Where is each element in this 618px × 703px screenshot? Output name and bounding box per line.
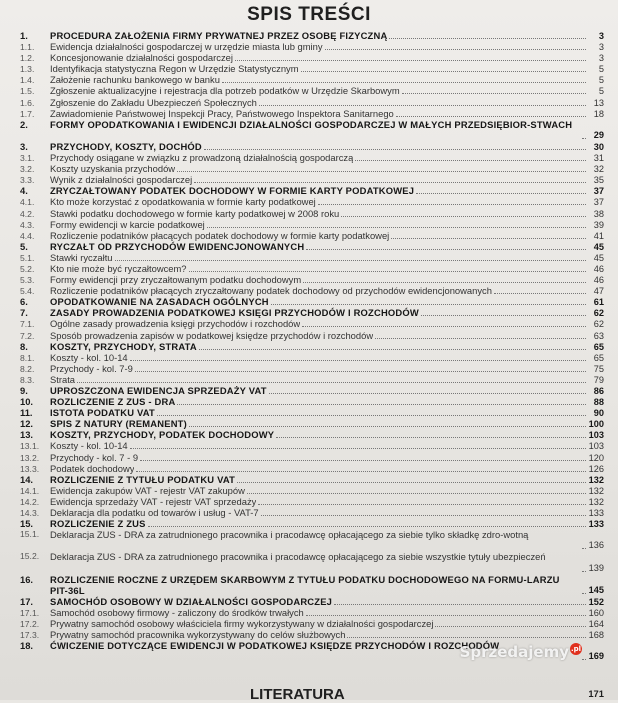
- toc-label: Kto nie może być ryczałtowcem?: [50, 262, 187, 274]
- toc-number: 14.2.: [20, 496, 40, 507]
- toc-leader-dots: [582, 593, 586, 594]
- toc-page-number: 31: [593, 153, 604, 164]
- toc-page-number: 45: [593, 252, 604, 263]
- toc-leader-dots: [325, 49, 586, 50]
- toc-number: 13.3.: [20, 463, 40, 474]
- toc-label: Podatek dochodowy: [50, 462, 135, 474]
- toc-number: 1.1.: [20, 42, 35, 53]
- toc-leader-dots: [177, 404, 586, 405]
- toc-number: 6.: [20, 296, 28, 308]
- toc-page-number: 29: [593, 129, 604, 140]
- toc-number: 4.1.: [20, 197, 35, 208]
- toc-number: 13.: [20, 429, 34, 441]
- toc-number: 1.7.: [20, 108, 35, 119]
- toc-label: ROZLICZENIE ROCZNE Z URZĘDEM SKARBOWYM Z TYTUŁU PODATKU DOCHODOWEGO NA FORMU-LARZU PIT-36L: [50, 573, 560, 596]
- toc-section-row: [20, 263, 604, 274]
- toc-number: 1.4.: [20, 75, 35, 86]
- toc-page-number: 132: [588, 485, 604, 496]
- toc-section-row: [20, 252, 604, 263]
- toc-leader-dots: [237, 482, 586, 483]
- toc-page-number: 5: [598, 75, 604, 86]
- toc-page-number: 62: [593, 319, 604, 330]
- toc-leader-dots: [199, 349, 586, 350]
- toc-page-number: 3: [598, 31, 604, 41]
- toc-label: Rozliczenie podatników płacących zryczałtowany podatek dochodowy od przychodów ewidencjonowanych: [50, 285, 492, 297]
- toc-leader-dots: [302, 326, 586, 327]
- toc-label: Koncesjonowanie działalności gospodarczej: [50, 52, 233, 64]
- toc-leader-dots: [77, 382, 586, 383]
- toc-page-number: 46: [593, 275, 604, 286]
- toc-leader-dots: [130, 448, 586, 449]
- toc-section-row: [20, 52, 604, 63]
- toc-number: 16.: [20, 573, 34, 585]
- toc-label: Zawiadomienie Państwowej Inspekcji Pracy, Państwowego Inspektora Sanitarnego: [50, 107, 394, 119]
- toc-leader-dots: [582, 138, 586, 139]
- toc-number: 17.3.: [20, 630, 40, 641]
- toc-leader-dots: [189, 271, 586, 272]
- toc-label: ISTOTA PODATKU VAT: [50, 407, 155, 419]
- toc-number: 4.3.: [20, 219, 35, 230]
- toc-page-number: 45: [593, 241, 604, 252]
- toc-leader-dots: [247, 493, 586, 494]
- toc-chapter-row: [20, 385, 604, 396]
- toc-number: 8.2.: [20, 363, 35, 374]
- watermark-badge: .pl: [570, 645, 582, 653]
- toc-section-row: [20, 463, 604, 474]
- toc-page-number: 88: [593, 397, 604, 408]
- toc-number: 15.2.: [20, 551, 40, 562]
- toc-page-number: 86: [593, 386, 604, 396]
- toc-section-row: [20, 629, 604, 640]
- sprzedajemy-watermark: [460, 643, 582, 661]
- toc-label: Kto może korzystać z opodatkowania w formie karty podatkowej: [50, 196, 316, 208]
- toc-section-row: [20, 219, 604, 230]
- toc-section-row: [20, 41, 604, 52]
- toc-page-number: 133: [588, 519, 604, 530]
- toc-label: Ewidencja zakupów VAT - rejestr VAT zakupów: [50, 484, 245, 496]
- toc-page-number: 160: [588, 607, 604, 618]
- toc-leader-dots: [582, 659, 586, 660]
- toc-label: Identyfikacja statystyczna Regon w Urzędzie Statystycznym: [50, 63, 299, 75]
- toc-label: Zgłoszenie aktualizacyjne i rejestracja dla potrzeb podatków w Urzędzie Skarbowym: [50, 85, 400, 97]
- toc-section-row: [20, 452, 604, 463]
- page-title: SPIS TREŚCI: [247, 4, 371, 25]
- toc-page-number: 39: [593, 219, 604, 230]
- toc-label: Deklaracja dla podatku od towarów i usług - VAT-7: [50, 507, 259, 519]
- toc-label: Koszty - kol. 10-14: [50, 440, 128, 452]
- toc-label: Założenie rachunku bankowego w banku: [50, 74, 220, 86]
- toc-page-number: 38: [593, 208, 604, 219]
- toc-leader-dots: [157, 415, 586, 416]
- toc-number: 7.: [20, 307, 28, 319]
- toc-page-number: 169: [588, 651, 604, 662]
- toc-label: Rozliczenie podatników płacących podatek dochodowy w formie karty podatkowej: [50, 229, 390, 241]
- toc-leader-dots: [389, 38, 586, 39]
- toc-label: Przychody - kol. 7-9: [50, 362, 133, 374]
- toc-section-row: [20, 485, 604, 496]
- toc-number: 4.: [20, 185, 28, 197]
- toc-label: Ogólne zasady prowadzenia księgi przychodów i rozchodów: [50, 318, 301, 330]
- toc-section-row: [20, 551, 604, 573]
- toc-page-number: 46: [593, 263, 604, 274]
- toc-section-row: [20, 97, 604, 108]
- toc-leader-dots: [148, 526, 586, 527]
- toc-label: Ewidencja sprzedaży VAT - rejestr VAT sprzedaży: [50, 495, 257, 507]
- toc-section-row: [20, 318, 604, 329]
- toc-number: 11.: [20, 407, 33, 419]
- toc-number: 14.: [20, 473, 34, 485]
- toc-leader-dots: [341, 216, 586, 217]
- toc-chapter-row: [20, 241, 604, 252]
- toc-number: 5.: [20, 240, 28, 252]
- toc-label: PROCEDURA ZAŁOŻENIA FIRMY PRYWATNEJ PRZEZ OSOBĘ FIZYCZNĄ: [50, 30, 388, 41]
- toc-page-number: 164: [588, 618, 604, 629]
- literatura-page-number: 171: [588, 688, 604, 699]
- toc-label: Sposób prowadzenia zapisów w podatkowej księdze przychodów i rozchodów: [50, 329, 374, 341]
- toc-page-number: 132: [588, 474, 604, 485]
- toc-leader-dots: [301, 71, 586, 72]
- toc-label: ZASADY PROWADZENIA PODATKOWEJ KSIĘGI PRZYCHODÓW I ROZCHODÓW: [50, 307, 419, 319]
- toc-section-row: [20, 108, 604, 119]
- toc-number: 14.3.: [20, 508, 40, 519]
- toc-number: 5.2.: [20, 263, 35, 274]
- toc-leader-dots: [235, 60, 586, 61]
- toc-section-row: [20, 529, 604, 551]
- toc-page-number: 47: [593, 286, 604, 297]
- toc-page-number: 65: [593, 352, 604, 363]
- toc-leader-dots: [318, 204, 586, 205]
- toc-page-number: 145: [588, 584, 604, 595]
- toc-page-number: 18: [593, 108, 604, 119]
- toc-chapter-row: [20, 429, 604, 440]
- toc-label: Przychody osiągane w związku z prowadzoną działalnością gospodarczą: [50, 152, 354, 164]
- toc-label: PRZYCHODY, KOSZTY, DOCHÓD: [50, 140, 202, 152]
- toc-page-number: 139: [588, 562, 604, 573]
- toc-number: 3.1.: [20, 153, 35, 164]
- toc-label: RYCZAŁT OD PRZYCHODÓW EWIDENCJONOWANYCH: [50, 240, 305, 252]
- toc-section-row: [20, 363, 604, 374]
- toc-chapter-row: [20, 474, 604, 485]
- toc-label: Strata: [50, 373, 76, 385]
- toc-section-row: [20, 618, 604, 629]
- toc-section-row: [20, 208, 604, 219]
- toc-leader-dots: [177, 171, 586, 172]
- toc-number: 15.1.: [20, 529, 40, 540]
- toc-label: Deklaracja ZUS - DRA za zatrudnionego pracownika i pracodawcę opłacającego za siebie wszystkie tytuły ubezpieczeń: [50, 551, 546, 563]
- toc-label: Koszty - kol. 10-14: [50, 351, 128, 363]
- toc-number: 5.3.: [20, 275, 35, 286]
- toc-label: Formy ewidencji przy zryczałtowanym podatku dochodowym: [50, 274, 302, 286]
- toc-section-row: [20, 507, 604, 518]
- toc-page-number: 100: [588, 419, 604, 430]
- toc-label: ROZLICZENIE Z ZUS: [50, 518, 146, 530]
- toc-section-row: [20, 152, 604, 163]
- toc-label: Zgłoszenie do Zakładu Ubezpieczeń Społecznych: [50, 96, 257, 108]
- toc-label: Stawki podatku dochodowego w formie karty podatkowej w 2008 roku: [50, 207, 340, 219]
- toc-page-number: 168: [588, 630, 604, 641]
- toc-page-number: 152: [588, 596, 604, 607]
- toc-page-number: 103: [588, 441, 604, 452]
- toc-leader-dots: [421, 315, 586, 316]
- toc-section-row: [20, 163, 604, 174]
- toc-leader-dots: [115, 260, 586, 261]
- toc-page-number: 132: [588, 496, 604, 507]
- toc-page-number: 32: [593, 164, 604, 175]
- toc-leader-dots: [355, 160, 586, 161]
- toc-number: 17.: [20, 595, 34, 607]
- toc-page-number: 79: [593, 374, 604, 385]
- toc-chapter-row: [20, 141, 604, 152]
- toc-chapter-row: [20, 307, 604, 318]
- toc-leader-dots: [136, 471, 586, 472]
- toc-label: KOSZTY, PRZYCHODY, STRATA: [50, 340, 197, 352]
- toc-page-number: 61: [593, 297, 604, 308]
- toc-leader-dots: [261, 515, 586, 516]
- toc-label: Samochód osobowy firmowy - zaliczony do środków trwałych: [50, 606, 304, 618]
- toc-leader-dots: [402, 93, 586, 94]
- toc-number: 10.: [20, 396, 34, 408]
- toc-leader-dots: [271, 304, 586, 305]
- toc-label: OPODATKOWANIE NA ZASADACH OGÓLNYCH: [50, 296, 269, 308]
- toc-section-row: [20, 440, 604, 451]
- toc-section-row: [20, 352, 604, 363]
- toc-page-number: 3: [598, 42, 604, 53]
- toc-label: SPIS Z NATURY (REMANENT): [50, 418, 187, 430]
- toc-number: 7.1.: [20, 319, 35, 330]
- toc-page-number: 37: [593, 186, 604, 197]
- toc-page-number: 133: [588, 508, 604, 519]
- toc-label: SAMOCHÓD OSOBOWY W DZIAŁALNOŚCI GOSPODARCZEJ: [50, 595, 333, 607]
- table-of-contents: [20, 30, 604, 662]
- toc-section-row: [20, 63, 604, 74]
- toc-number: 7.2.: [20, 330, 35, 341]
- toc-number: 8.3.: [20, 374, 35, 385]
- toc-section-row: [20, 496, 604, 507]
- toc-number: 3.: [20, 140, 28, 152]
- toc-label: Koszty uzyskania przychodów: [50, 163, 176, 175]
- toc-leader-dots: [306, 615, 586, 616]
- toc-leader-dots: [259, 105, 586, 106]
- toc-leader-dots: [130, 360, 586, 361]
- toc-number: 8.1.: [20, 352, 35, 363]
- toc-page-number: 5: [598, 64, 604, 75]
- toc-page-number: 62: [593, 308, 604, 319]
- toc-number: 4.4.: [20, 230, 35, 241]
- toc-label: Ewidencja działalności gospodarczej w urzędzie miasta lub gminy: [50, 41, 323, 53]
- toc-page-number: 35: [593, 175, 604, 186]
- toc-leader-dots: [347, 637, 586, 638]
- toc-label: ZRYCZAŁTOWANY PODATEK DOCHODOWY W FORMIE KARTY PODATKOWEJ: [50, 185, 415, 197]
- toc-leader-dots: [582, 571, 586, 572]
- toc-number: 5.4.: [20, 286, 35, 297]
- toc-label: FORMY OPODATKOWANIA I EWIDENCJI DZIAŁALNOŚCI GOSPODARCZEJ W MAŁYCH PRZEDSIĘBIOR-STWACH: [50, 118, 573, 130]
- toc-section-row: [20, 196, 604, 207]
- toc-page-number: 63: [593, 330, 604, 341]
- toc-number: 14.1.: [20, 485, 40, 496]
- toc-leader-dots: [416, 193, 586, 194]
- watermark-text: Sprzedajemy: [459, 643, 569, 661]
- toc-number: 3.2.: [20, 164, 35, 175]
- toc-number: 17.1.: [20, 607, 40, 618]
- toc-section-row: [20, 285, 604, 296]
- toc-label: Formy ewidencji w karcie podatkowej: [50, 218, 205, 230]
- toc-page-number: 30: [593, 141, 604, 152]
- toc-section-row: [20, 74, 604, 85]
- toc-page-number: 90: [593, 408, 604, 419]
- toc-number: 1.2.: [20, 53, 35, 64]
- toc-page-number: 120: [588, 452, 604, 463]
- toc-leader-dots: [303, 282, 586, 283]
- toc-chapter-row: [20, 185, 604, 196]
- toc-section-row: [20, 607, 604, 618]
- toc-label: Prywatny samochód pracownika wykorzystywany do celów służbowych: [50, 629, 346, 641]
- toc-leader-dots: [306, 249, 586, 250]
- toc-leader-dots: [135, 371, 586, 372]
- toc-page-number: 136: [588, 540, 604, 551]
- literatura-entry: [0, 686, 618, 703]
- toc-chapter-row: [20, 396, 604, 407]
- toc-chapter-row: [20, 574, 604, 596]
- toc-number: 13.2.: [20, 452, 40, 463]
- toc-leader-dots: [269, 393, 586, 394]
- toc-chapter-row: [20, 296, 604, 307]
- toc-label: ROZLICZENIE Z TYTUŁU PODATKU VAT: [50, 473, 236, 485]
- toc-chapter-row: [20, 119, 604, 141]
- toc-page-number: 65: [593, 341, 604, 352]
- toc-page-number: 13: [593, 97, 604, 108]
- toc-page-number: 126: [588, 463, 604, 474]
- toc-leader-dots: [207, 227, 586, 228]
- toc-leader-dots: [222, 82, 586, 83]
- toc-label: Deklaracja ZUS - DRA za zatrudnionego pracownika i pracodawcę opłacającego za siebie tylko składkę zdro-wotną: [50, 529, 529, 541]
- toc-number: 17.2.: [20, 618, 40, 629]
- toc-leader-dots: [582, 548, 586, 549]
- toc-leader-dots: [258, 504, 586, 505]
- toc-section-row: [20, 374, 604, 385]
- toc-number: 1.: [20, 30, 28, 41]
- toc-chapter-row: [20, 518, 604, 529]
- toc-number: 12.: [20, 418, 34, 430]
- toc-page-number: 37: [593, 197, 604, 208]
- toc-leader-dots: [276, 437, 586, 438]
- toc-leader-dots: [435, 626, 586, 627]
- toc-chapter-row: [20, 418, 604, 429]
- toc-label: Prywatny samochód osobowy właściciela firmy wykorzystywany w działalności gospodarczej: [50, 617, 434, 629]
- toc-label: Wynik z działalności gospodarczej: [50, 174, 193, 186]
- toc-leader-dots: [396, 116, 586, 117]
- toc-number: 8.: [20, 340, 28, 352]
- toc-label: Przychody - kol. 7 - 9: [50, 451, 139, 463]
- toc-page-number: 41: [593, 230, 604, 241]
- toc-chapter-row: [20, 30, 604, 41]
- toc-chapter-row: [20, 407, 604, 418]
- toc-leader-dots: [194, 182, 586, 183]
- toc-chapter-row: [20, 596, 604, 607]
- toc-page-number: 5: [598, 86, 604, 97]
- toc-label: ROZLICZENIE Z ZUS - DRA: [50, 396, 176, 408]
- toc-page-number: 103: [588, 430, 604, 441]
- toc-label: ĆWICZENIE DOTYCZĄCE EWIDENCJI W PODATKOWEJ KSIĘDZE PRZYCHODÓW I ROZCHODÓW: [50, 640, 500, 652]
- toc-number: 1.3.: [20, 64, 35, 75]
- toc-label: KOSZTY, PRZYCHODY, PODATEK DOCHODOWY: [50, 429, 275, 441]
- toc-leader-dots: [140, 460, 586, 461]
- toc-number: 1.5.: [20, 86, 35, 97]
- toc-label: UPROSZCZONA EWIDENCJA SPRZEDAŻY VAT: [50, 385, 267, 396]
- toc-section-row: [20, 274, 604, 285]
- toc-page-number: 3: [598, 53, 604, 64]
- literatura-title: LITERATURA: [250, 686, 345, 703]
- toc-number: 2.: [20, 118, 28, 130]
- toc-label: Stawki ryczałtu: [50, 251, 113, 263]
- toc-number: 5.1.: [20, 252, 35, 263]
- toc-section-row: [20, 230, 604, 241]
- toc-number: 9.: [20, 385, 28, 396]
- toc-section-row: [20, 85, 604, 96]
- toc-number: 15.: [20, 518, 34, 530]
- toc-leader-dots: [189, 426, 586, 427]
- toc-leader-dots: [494, 293, 586, 294]
- toc-number: 13.1.: [20, 441, 40, 452]
- toc-page-number: 75: [593, 363, 604, 374]
- toc-number: 1.6.: [20, 97, 35, 108]
- toc-number: 18.: [20, 640, 34, 652]
- toc-leader-dots: [391, 238, 586, 239]
- toc-section-row: [20, 330, 604, 341]
- toc-leader-dots: [204, 149, 586, 150]
- toc-number: 3.3.: [20, 175, 35, 186]
- toc-number: 4.2.: [20, 208, 35, 219]
- toc-chapter-row: [20, 341, 604, 352]
- toc-leader-dots: [375, 338, 586, 339]
- toc-leader-dots: [334, 604, 586, 605]
- toc-section-row: [20, 174, 604, 185]
